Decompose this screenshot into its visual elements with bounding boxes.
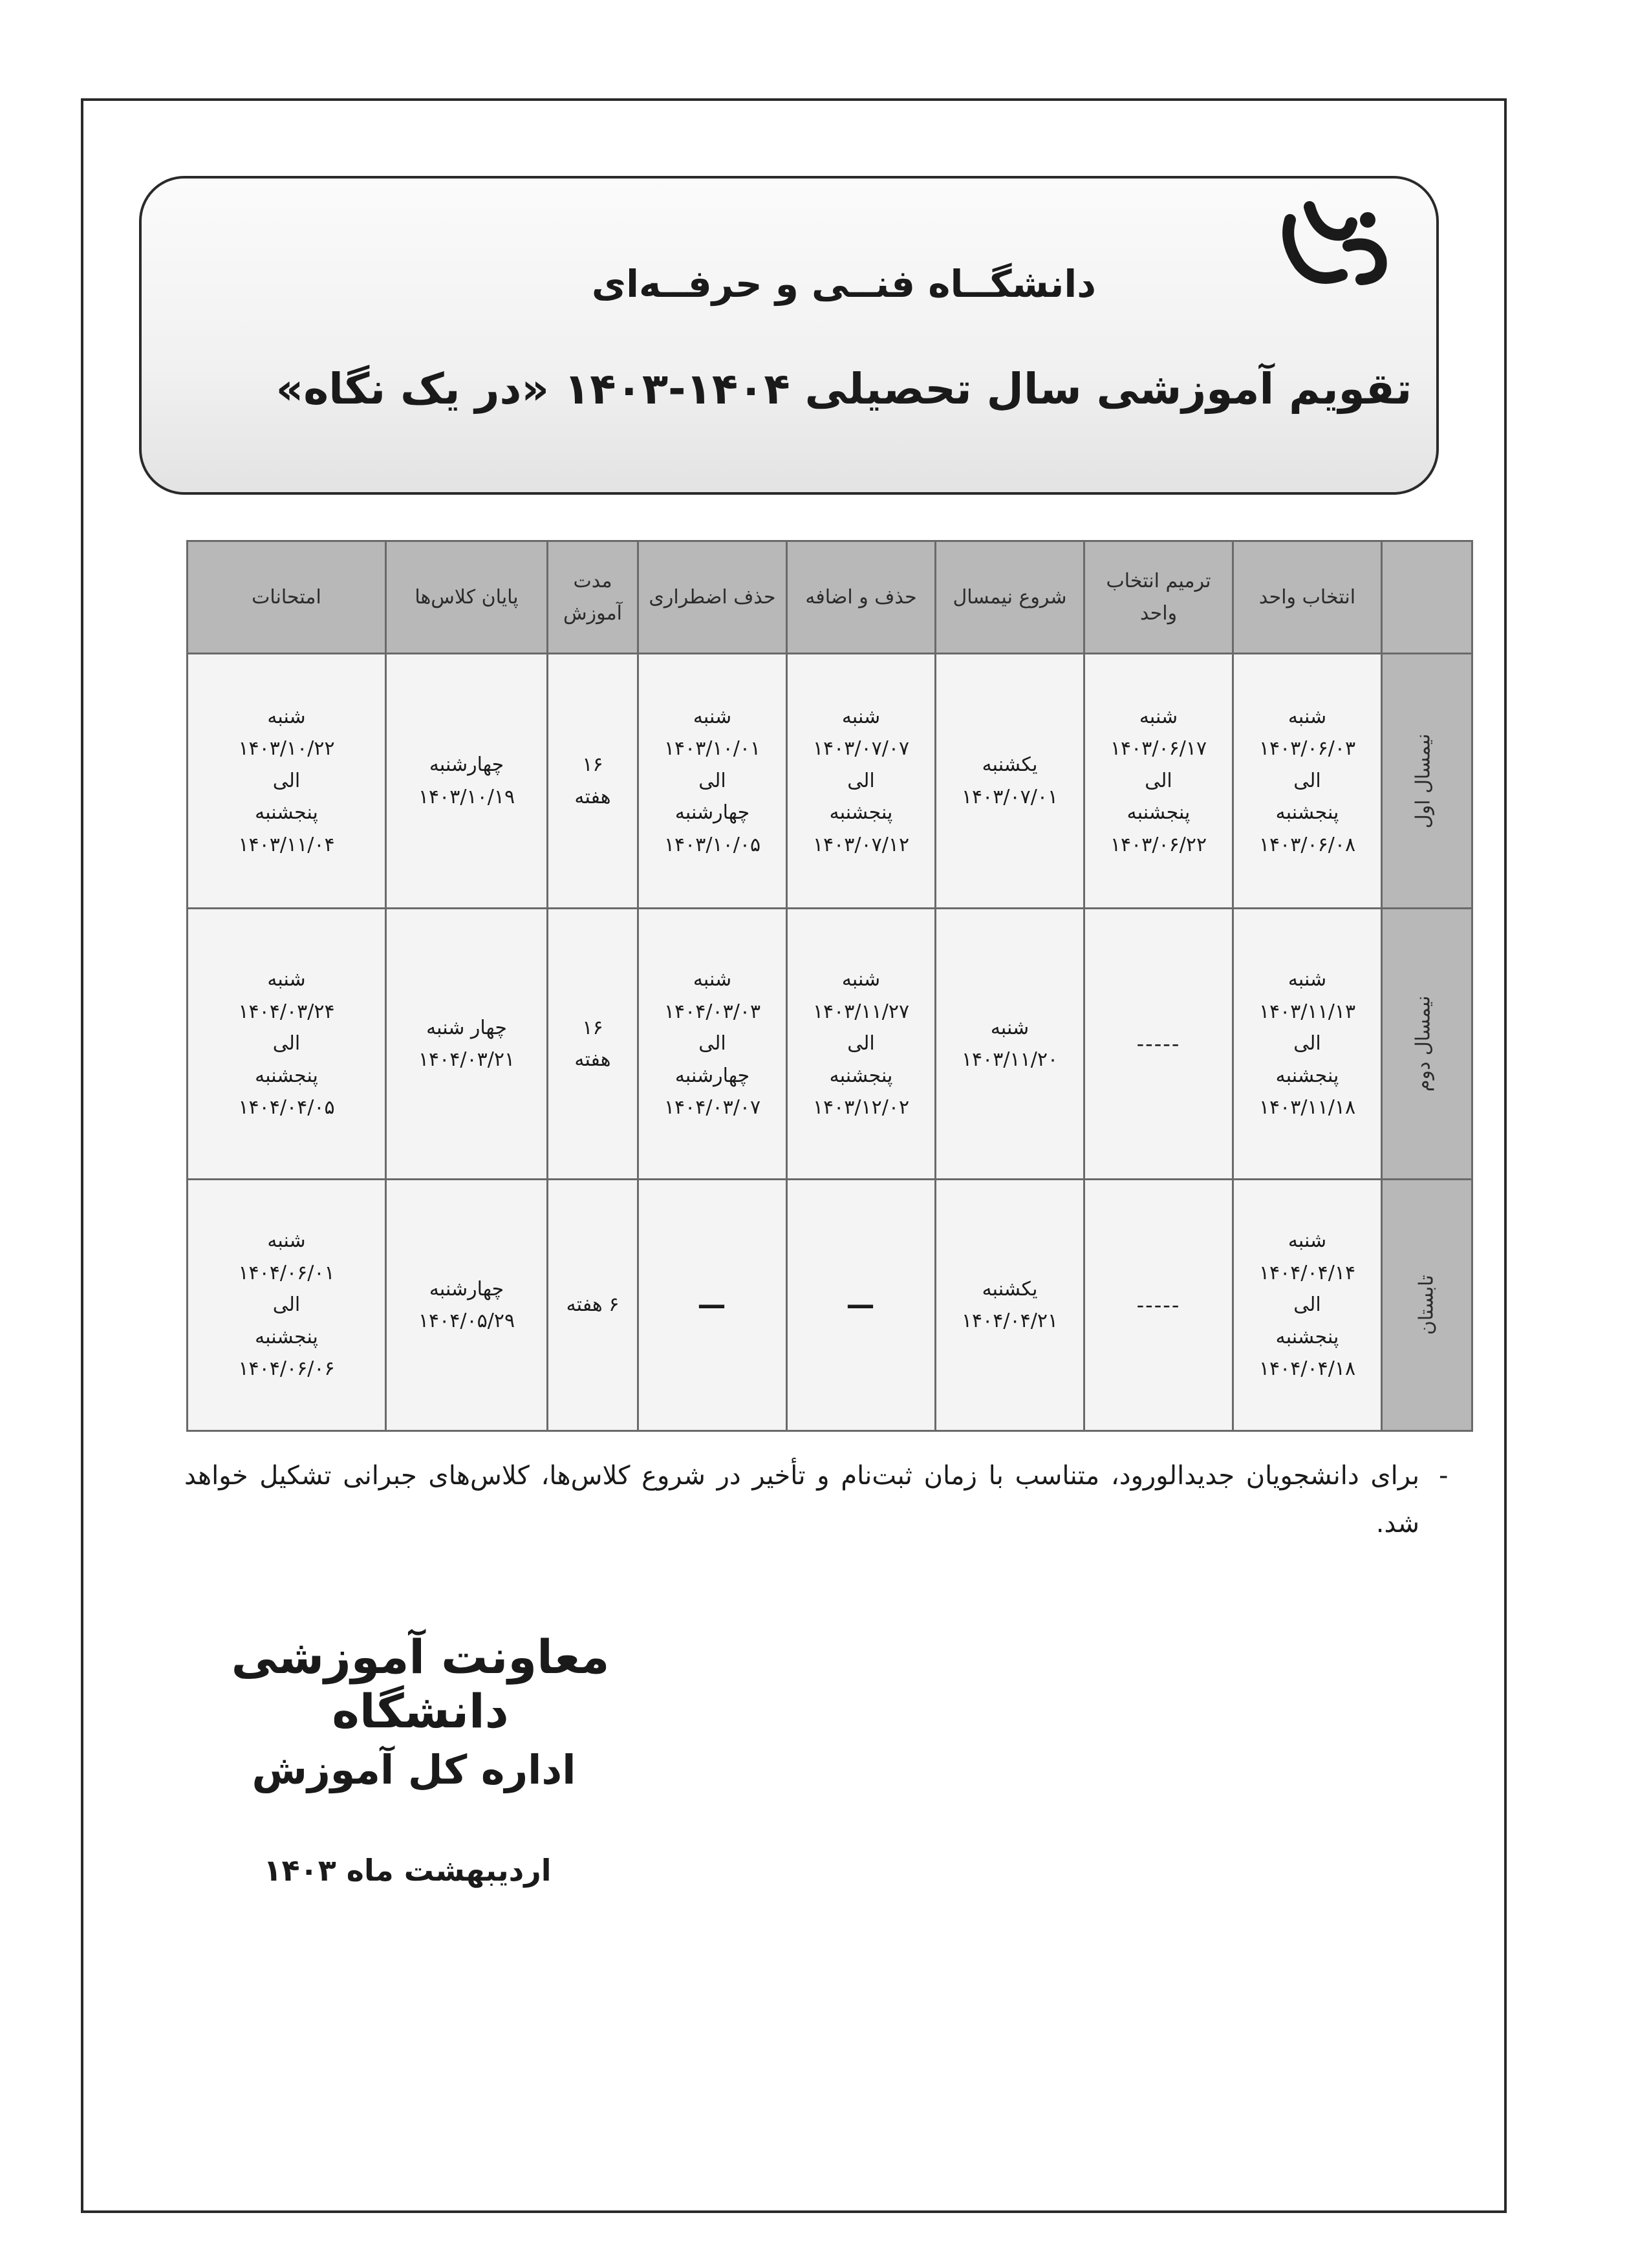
column-header: مدت آموزش [548, 541, 638, 654]
table-cell: شنبه ۱۴۰۳/۰۶/۱۷ الی پنجشنبه ۱۴۰۳/۰۶/۲۲ [1084, 654, 1233, 909]
table-cell: شنبه ۱۴۰۳/۰۷/۰۷ الی پنجشنبه ۱۴۰۳/۰۷/۱۲ [787, 654, 936, 909]
table-cell: یکشنبه ۱۴۰۴/۰۴/۲۱ [936, 1180, 1084, 1431]
table-cell: شنبه ۱۴۰۳/۰۶/۰۳ الی پنجشنبه ۱۴۰۳/۰۶/۰۸ [1233, 654, 1382, 909]
row-label: تابستان [1382, 1180, 1472, 1431]
table-row [188, 909, 1472, 1180]
table-cell: شنبه ۱۴۰۳/۱۱/۱۳ الی پنجشنبه ۱۴۰۳/۱۱/۱۸ [1233, 909, 1382, 1180]
table-cell: ۶ هفته [548, 1180, 638, 1431]
table-cell: — [787, 1180, 936, 1431]
column-header: حذف اضطراری [638, 541, 787, 654]
table-cell: شنبه ۱۴۰۴/۰۶/۰۱ الی پنجشنبه ۱۴۰۴/۰۶/۰۶ [188, 1180, 386, 1431]
header-box [139, 176, 1439, 495]
row-label: نیمسال اول [1382, 654, 1472, 909]
table-cell: شنبه ۱۴۰۳/۱۱/۲۷ الی پنجشنبه ۱۴۰۳/۱۲/۰۲ [787, 909, 936, 1180]
table-cell: شنبه ۱۴۰۴/۰۴/۱۴ الی پنجشنبه ۱۴۰۴/۰۴/۱۸ [1233, 1180, 1382, 1431]
column-header: حذف و اضافه [787, 541, 936, 654]
calendar-title: تقویم آموزشی سال تحصیلی ۱۴۰۴-۱۴۰۳ «در یک نگاه» [275, 364, 1412, 414]
column-header: پایان کلاس‌ها [386, 541, 548, 654]
table-cell: ----- [1084, 909, 1233, 1180]
table-row [188, 654, 1472, 909]
table-cell: ----- [1084, 1180, 1233, 1431]
signature-date: اردیبهشت ماه ۱۴۰۳ [263, 1853, 552, 1888]
column-header: ترمیم انتخاب واحد [1084, 541, 1233, 654]
column-header: شروع نیمسال [936, 541, 1084, 654]
signature-office: اداره کل آموزش [252, 1746, 576, 1793]
table-cell: ۱۶ هفته [548, 909, 638, 1180]
table-cell: شنبه ۱۴۰۳/۱۰/۰۱ الی چهارشنبه ۱۴۰۳/۱۰/۰۵ [638, 654, 787, 909]
table-row [188, 1180, 1472, 1431]
row-label: نیمسال دوم [1382, 909, 1472, 1180]
table-cell: شنبه ۱۴۰۴/۰۳/۲۴ الی پنجشنبه ۱۴۰۴/۰۴/۰۵ [188, 909, 386, 1180]
table-cell: شنبه ۱۴۰۳/۱۰/۲۲ الی پنجشنبه ۱۴۰۳/۱۱/۰۴ [188, 654, 386, 909]
university-name: دانشگــاه فنــی و حرفــه‌ای [591, 262, 1097, 306]
table-cell: — [638, 1180, 787, 1431]
table-cell: یکشنبه ۱۴۰۳/۰۷/۰۱ [936, 654, 1084, 909]
column-header: امتحانات [188, 541, 386, 654]
signature-deputy: معاونت آموزشی دانشگاه [231, 1630, 610, 1738]
corner-cell [1382, 541, 1472, 654]
table-cell: ۱۶ هفته [548, 654, 638, 909]
table-cell: شنبه ۱۴۰۳/۱۱/۲۰ [936, 909, 1084, 1180]
table-cell: چهارشنبه ۱۴۰۴/۰۵/۲۹ [386, 1180, 548, 1431]
table-cell: چهارشنبه ۱۴۰۳/۱۰/۱۹ [386, 654, 548, 909]
table-cell: چهار شنبه ۱۴۰۴/۰۳/۲۱ [386, 909, 548, 1180]
academic-calendar-table [186, 540, 1473, 1432]
table-cell: شنبه ۱۴۰۴/۰۳/۰۳ الی چهارشنبه ۱۴۰۴/۰۳/۰۷ [638, 909, 787, 1180]
note-text: برای دانشجویان جدیدالورود، متناسب با زمان ثبت‌نام و تأخیر در شروع کلاس‌ها، کلاس‌های جبرانی تشکیل خواهد شد. [184, 1461, 1419, 1539]
table-header-row [188, 541, 1472, 654]
note-bullet: - [1439, 1461, 1449, 1491]
column-header: انتخاب واحد [1233, 541, 1382, 654]
